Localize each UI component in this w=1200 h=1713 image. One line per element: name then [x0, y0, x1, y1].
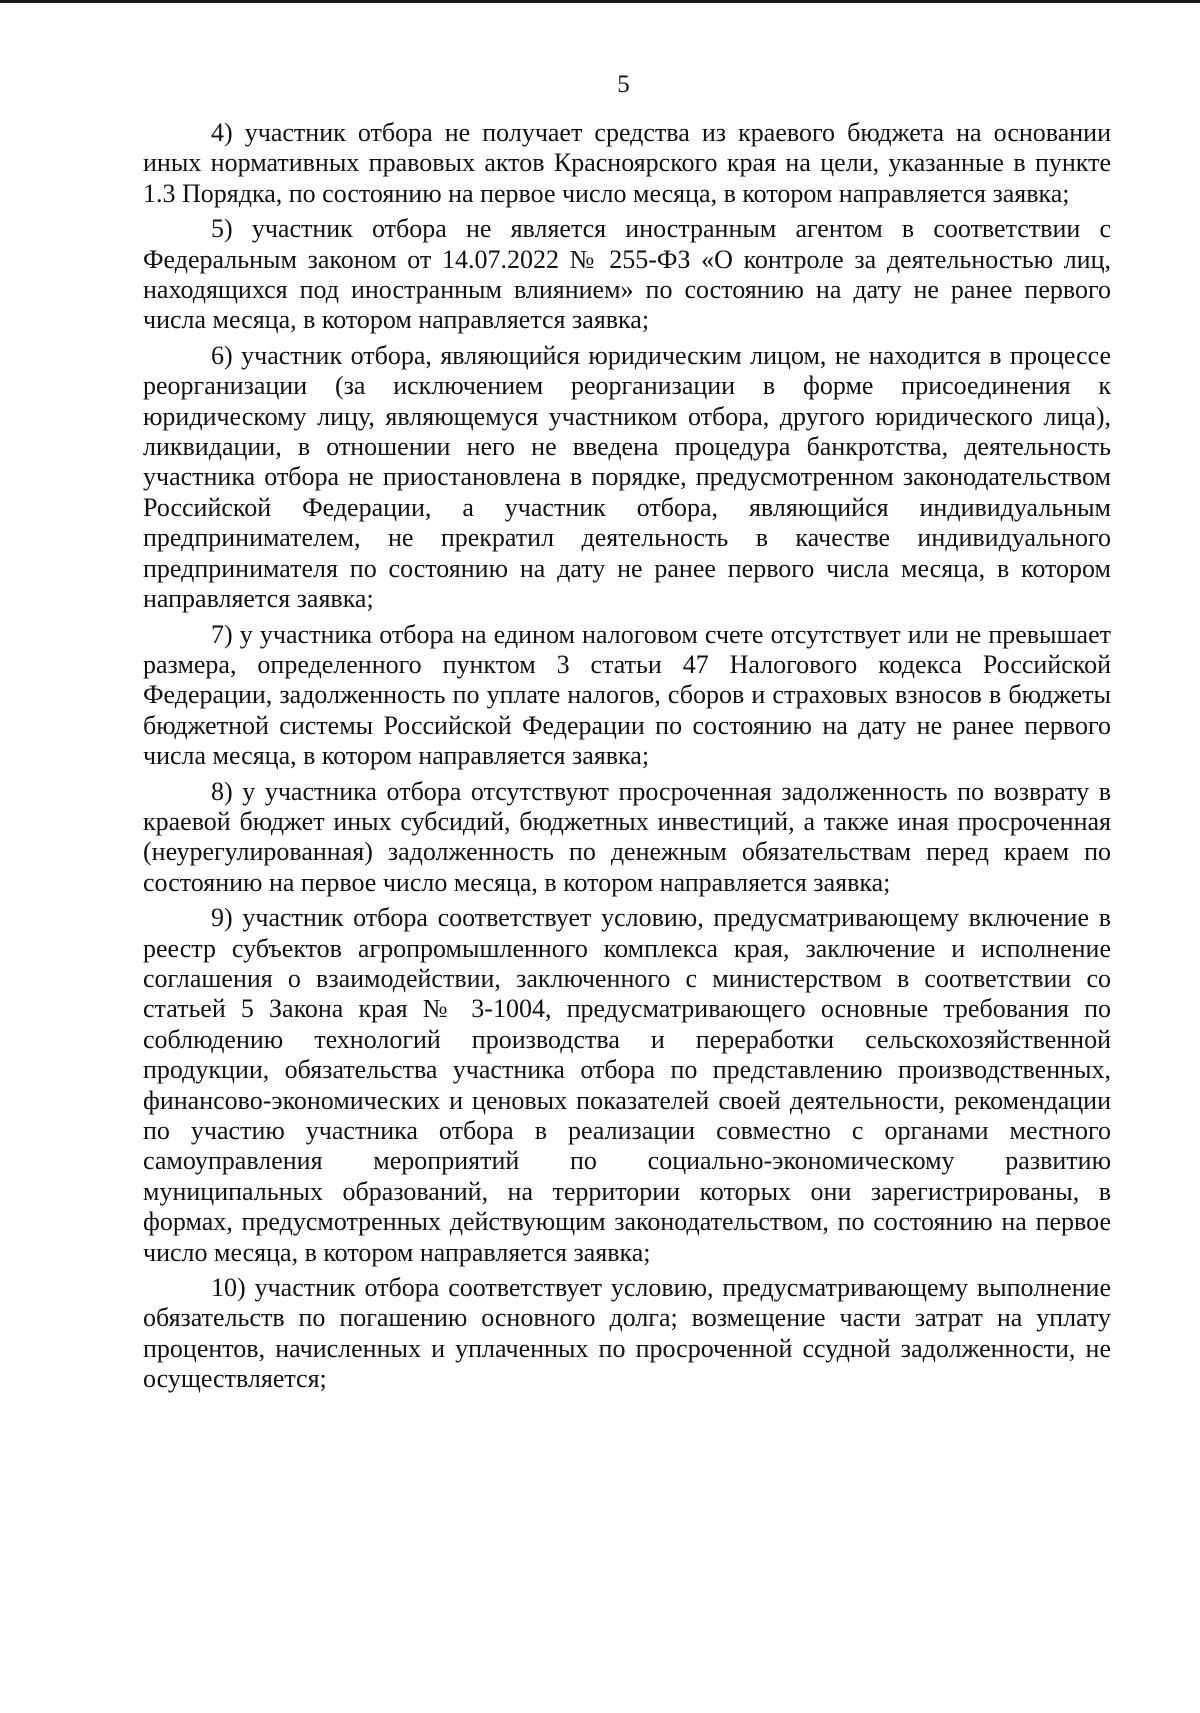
paragraph-item-9: 9) участник отбора соответствует условию, предусматривающему включение в реестр субъектов агропромышленного комплекса края, заключение и исполнение соглашения о взаимодействии, заключенного с министерством в соответствии со статьей 5 Закона края № 3-1004, предусматривающего основные требования по соблюдению технологий производства и переработки сельскохозяйственной продукции, обязательства участника отбора по представлению производственных, финансово-экономических и ценовых показателей своей деятельности, рекомендации по участию участника отбора в реализации совместно с органами местного самоуправления мероприятий по социально-экономическому развитию муниципальных образований, на территории которых они зарегистрированы, в формах, предусмотренных действующим законодательством, по состоянию на первое число месяца, в котором направляется заявка; — [143, 903, 1111, 1267]
page-number: 5 — [617, 71, 630, 98]
paragraph-item-5: 5) участник отбора не является иностранным агентом в соответствии с Федеральным законом от 14.07.2022 № 255-ФЗ «О контроле за деятельностью лиц, находящихся под иностранным влиянием» по состоянию на дату не ранее первого числа месяца, в котором направляется заявка; — [143, 214, 1111, 335]
scan-top-edge — [0, 0, 1200, 3]
paragraph-item-10: 10) участник отбора соответствует условию, предусматривающему выполнение обязательств по погашению основного долга; возмещение части затрат на уплату процентов, начисленных и уплаченных по просроченной ссудной задолженности, не осуществляется; — [143, 1273, 1111, 1394]
paragraph-item-4: 4) участник отбора не получает средства из краевого бюджета на основании иных нормативных правовых актов Красноярского края на цели, указанные в пункте 1.3 Порядка, по состоянию на первое число месяца, в котором направляется заявка; — [143, 118, 1111, 208]
document-body — [143, 118, 1111, 1400]
paragraph-item-7: 7) у участника отбора на едином налоговом счете отсутствует или не превышает размера, определенного пунктом 3 статьи 47 Налогового кодекса Российской Федерации, задолженность по уплате налогов, сборов и страховых взносов в бюджеты бюджетной системы Российской Федерации по состоянию на дату не ранее первого числа месяца, в котором направляется заявка; — [143, 619, 1111, 771]
paragraph-item-8: 8) у участника отбора отсутствуют просроченная задолженность по возврату в краевой бюджет иных субсидий, бюджетных инвестиций, а также иная просроченная (неурегулированная) задолженность по денежным обязательствам перед краем по состоянию на первое число месяца, в котором направляется заявка; — [143, 776, 1111, 897]
paragraph-item-6: 6) участник отбора, являющийся юридическим лицом, не находится в процессе реорганизации (за исключением реорганизации в форме присоединения к юридическому лицу, являющемуся участником отбора, другого юридического лица), ликвидации, в отношении него не введена процедура банкротства, деятельность участника отбора не приостановлена в порядке, предусмотренном законодательством Российской Федерации, а участник отбора, являющийся индивидуальным предпринимателем, не прекратил деятельность в качестве индивидуального предпринимателя по состоянию на дату не ранее первого числа месяца, в котором направляется заявка; — [143, 340, 1111, 614]
